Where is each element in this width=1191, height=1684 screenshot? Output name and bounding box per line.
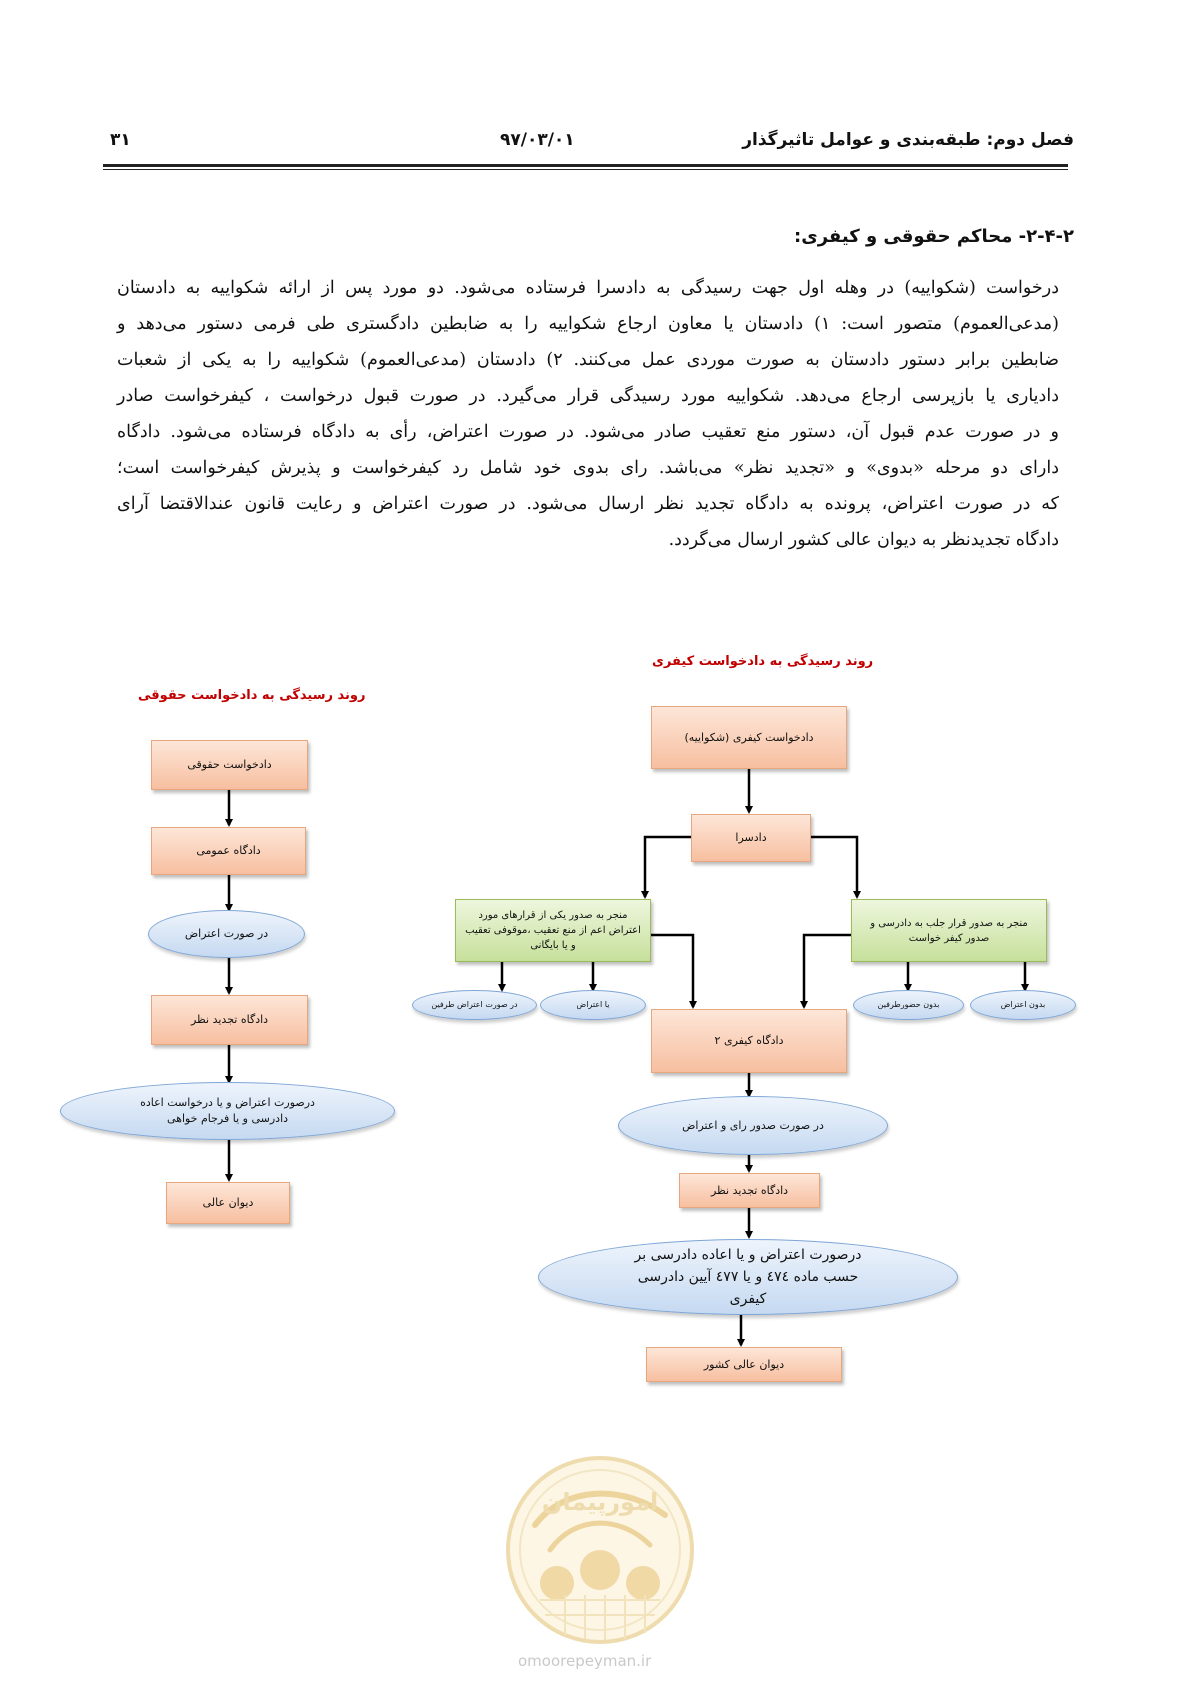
general-court-box xyxy=(151,827,306,875)
verdict-objection-ellipse xyxy=(618,1096,888,1155)
civil-flow-title: روند رسیدگی به دادخواست حقوقی xyxy=(138,688,366,703)
node-label: درصورت اعتراض و یا درخواست اعاده دادرسی و یا فرجام خواهی xyxy=(140,1096,315,1125)
chapter-title: فصل دوم: طبقه‌بندی و عوامل تاثیرگذار xyxy=(742,130,1074,150)
header-date: ۹۷/۰۳/۰۱ xyxy=(500,130,575,150)
civil-supreme-box xyxy=(166,1182,290,1224)
indictment-box xyxy=(851,899,1047,962)
criminal-petition-box xyxy=(651,706,847,769)
node-label: دادگاه کیفری ۲ xyxy=(714,1034,784,1047)
paragraph-line: دارای دو مرحله «بدوی» و «تجدید نظر» می‌باشد. رای بدوی خود شامل رد کیفرخواست و پذیرش کیفرخواست است؛ xyxy=(117,458,1059,478)
criminal-retrial-ellipse xyxy=(538,1239,958,1315)
logo-text: امورپیمان xyxy=(541,1488,659,1516)
paragraph-line: (مدعی‌العموم) متصور است: ۱) دادستان یا معاون ارجاع شکواییه را به ضابطین دادگستری طی فرمی دستور می‌دهد و xyxy=(117,314,1059,334)
node-label: یا اعتراض xyxy=(576,1000,610,1009)
node-label: دادگاه تجدید نظر xyxy=(190,1013,269,1026)
node-label: دیوان عالی xyxy=(202,1196,254,1209)
node-label: دادخواست کیفری (شکواییه) xyxy=(684,730,814,744)
civil-objection-ellipse xyxy=(148,910,305,958)
or-objection-ellipse xyxy=(540,990,646,1020)
node-label: در صورت اعتراض xyxy=(184,927,269,940)
without-objection-ellipse xyxy=(970,990,1076,1020)
civil-petition-box xyxy=(151,740,308,790)
dismissal-orders-box xyxy=(455,899,651,962)
criminal-court-2-box xyxy=(651,1009,847,1073)
paragraph-line: ضابطین برابر دستور دادستان به صورت موردی عمل می‌کنند. ۲) دادستان (مدعی‌العموم) شکواییه را به یکی از شعبات xyxy=(117,350,1059,370)
objection-parties-ellipse xyxy=(412,990,537,1020)
civil-appeal-court-box xyxy=(151,995,308,1045)
civil-retrial-ellipse xyxy=(60,1082,395,1140)
paragraph-line: دادگاه تجدیدنظر به دیوان عالی کشور ارسال می‌گردد. xyxy=(668,530,1059,550)
paragraph-line: دادیاری یا بازپرسی ارجاع می‌دهد. شکواییه مورد رسیدگی قرار می‌گیرد. در صورت قبول درخواست ، کیفرخواست صادر xyxy=(117,386,1059,406)
node-label: در صورت اعتراض طرفین xyxy=(431,1000,518,1009)
watermark-url: omoorepeyman.ir xyxy=(518,1652,652,1670)
without-parties-ellipse xyxy=(853,990,964,1020)
node-label: بدون حضورطرفین xyxy=(877,1000,940,1009)
section-heading: ۲-۴-۲- محاکم حقوقی و کیفری: xyxy=(794,226,1074,247)
node-label: دادخواست حقوقی xyxy=(187,758,272,771)
node-label: دادسرا xyxy=(735,831,767,844)
watermark-logo xyxy=(505,1455,695,1645)
node-label: بدون اعتراض xyxy=(1000,1000,1046,1009)
node-label: دادگاه تجدید نظر xyxy=(710,1183,789,1197)
node-label: منجر به صدور قرار جلب به دادرسی و صدور کیفر خواست xyxy=(870,917,1028,944)
prosecution-box xyxy=(691,814,811,862)
node-label: درصورت اعتراض و یا اعاده دادرسی بر حسب ماده ٤٧٤ و یا ٤٧٧ آیین دادرسی کیفری xyxy=(634,1247,862,1307)
paragraph-line: درخواست (شکواییه) در وهله اول جهت رسیدگی به دادسرا فرستاده می‌شود. دو مورد پس از ارائه شکواییه به دادستان xyxy=(117,278,1059,298)
node-label: در صورت صدور رای و اعتراض xyxy=(682,1118,824,1132)
criminal-flow-title: روند رسیدگی به دادخواست کیفری xyxy=(652,654,874,669)
node-label: دادگاه عمومی xyxy=(196,844,261,857)
supreme-court-box xyxy=(646,1347,842,1382)
criminal-appeal-court-box xyxy=(679,1173,820,1208)
paragraph-line: و در صورت عدم قبول آن، دستور منع تعقیب صادر می‌شود. در صورت اعتراض، رأی به دادگاه فرستاده می‌شود. دادگاه xyxy=(117,422,1059,442)
node-label: منجر به صدور یکی از قرارهای مورد اعتراض اعم از منع تعقیب ،موقوفی تعقیب و یا بایگانی xyxy=(465,910,641,951)
paragraph-line: که در صورت اعتراض، پرونده به دادگاه تجدید نظر ارسال می‌شود. در صورت اعتراض و رعایت قانون عندالاقتضا آرای xyxy=(117,494,1059,514)
node-label: دیوان عالی کشور xyxy=(703,1357,785,1371)
page-number: ۳۱ xyxy=(110,130,131,150)
